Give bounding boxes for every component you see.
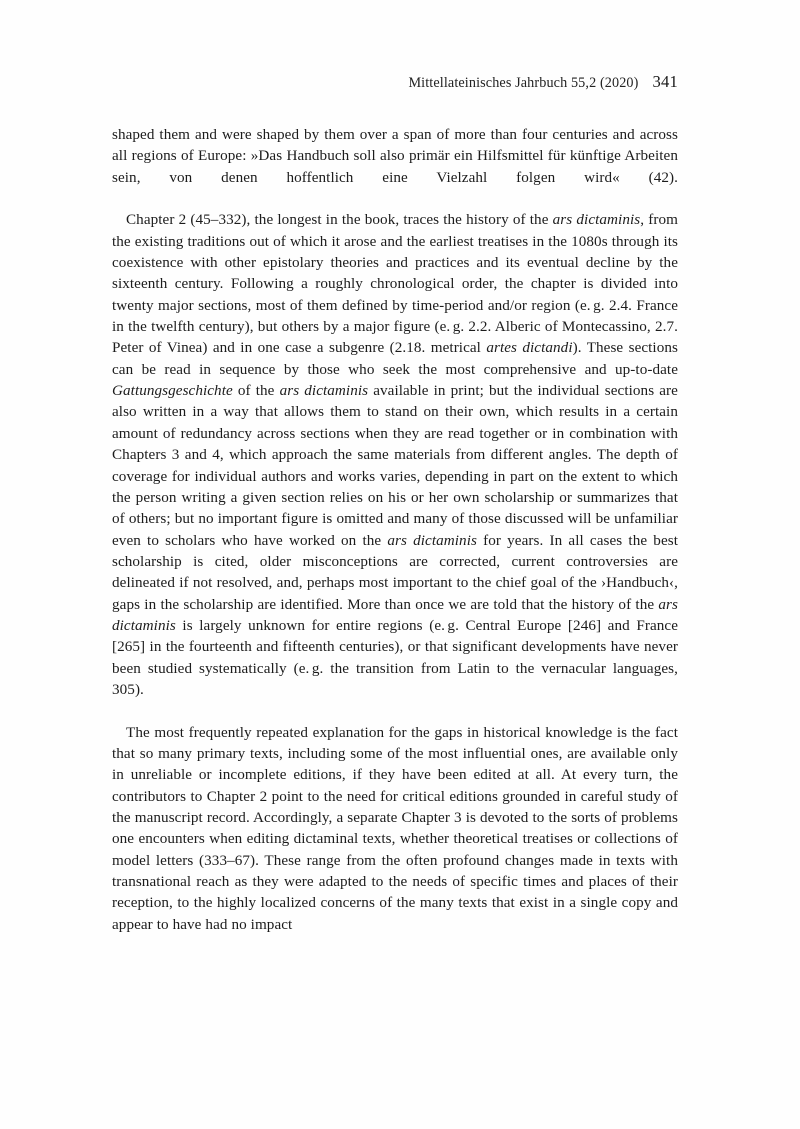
body-text-block [112,124,678,935]
italic-ars-dictaminis: ars dictaminis [112,595,678,634]
italic-ars-dictaminis: ars dictaminis [387,531,477,549]
running-head-journal-title: Mittellateinisches Jahrbuch 55,2 (2020) [408,75,639,91]
italic-ars-dictaminis: ars dictaminis [552,211,641,229]
paragraph-1: shaped them and were shaped by them over a span of more than four centuries and across all regions of Europe: »Das Handbuch soll also primär ein Hilfsmittel für künftige Arbeiten sein, von denen hoffentlich eine Vielzahl folgen wird« (42). [112,126,678,186]
italic-gattungsgeschichte: Gattungsgeschichte [112,382,233,400]
paragraph-3: The most frequently repeated explanation for the gaps in historical knowledge is the fact that so many primary texts, including some of the most influential ones, are available only in unreliable or incomplete editions, if they have been edited at all. At every turn, the contributors to Chapter 2 point to the need for critical editions grounded in careful study of the manuscript record. Accordingly, a separate Chapter 3 is devoted to the sorts of problems one encounters when editing dictaminal texts, whether theoretical treatises or collections of model letters (333–67). These range from the often profound changes made in texts with transnational reach as they were adapted to the needs of specific times and places of their reception, to the highly localized concerns of the many texts that exist in a single copy and appear to have had no impact [112,723,678,933]
running-head [112,74,678,91]
page-number: 341 [652,72,678,91]
paragraph-2: Chapter 2 (45–332), the longest in the book, traces the history of the ars dictaminis, from the existing traditions out of which it arose and the earliest treatises in the 1080s through its coexistence with other epistolary theories and practices and its eventual decline by the sixteenth century. Following a roughly chronological order, the chapter is divided into twenty major sections, most of them defined by time-period and/or region (e. g. 2.4. France in the twelfth century), but others by a major figure (e. g. 2.2. Alberic of Montecassino, 2.7. Peter of Vinea) and in one case a subgenre (2.18. metrical artes dictandi). These sections can be read in sequence by those who seek the most comprehensive and up-to-date Gattungsgeschichte of the ars dictaminis available in print; but the individual sections are also written in a way that allows them to stand on their own, which results in a certain amount of redundancy across sections when they are read together or in combination with Chapters 3 and 4, which approach the same materials from different angles. The depth of coverage for individual authors and works varies, depending in part on the extent to which the person writing a given section relies on his or her own scholarship or summarizes that of others; but no important figure is omitted and many of those discussed will be unfamiliar even to scholars who have worked on the ars dictaminis for years. In all cases the best scholarship is cited, older misconceptions are corrected, current controversies are delineated if not resolved, and, perhaps most important to the chief goal of the ›Handbuch‹, gaps in the scholarship are identified. More than once we are told that the history of the ars dictaminis is largely unknown for entire regions (e. g. Central Europe [246] and France [265] in the fourteenth and fifteenth centuries), or that significant developments have never been studied systematically (e. g. the transition from Latin to the vernacular languages, 305). [112,211,678,698]
italic-ars-dictaminis: ars dictaminis [279,382,369,400]
italic-artes-dictandi: artes dictandi [486,339,573,357]
